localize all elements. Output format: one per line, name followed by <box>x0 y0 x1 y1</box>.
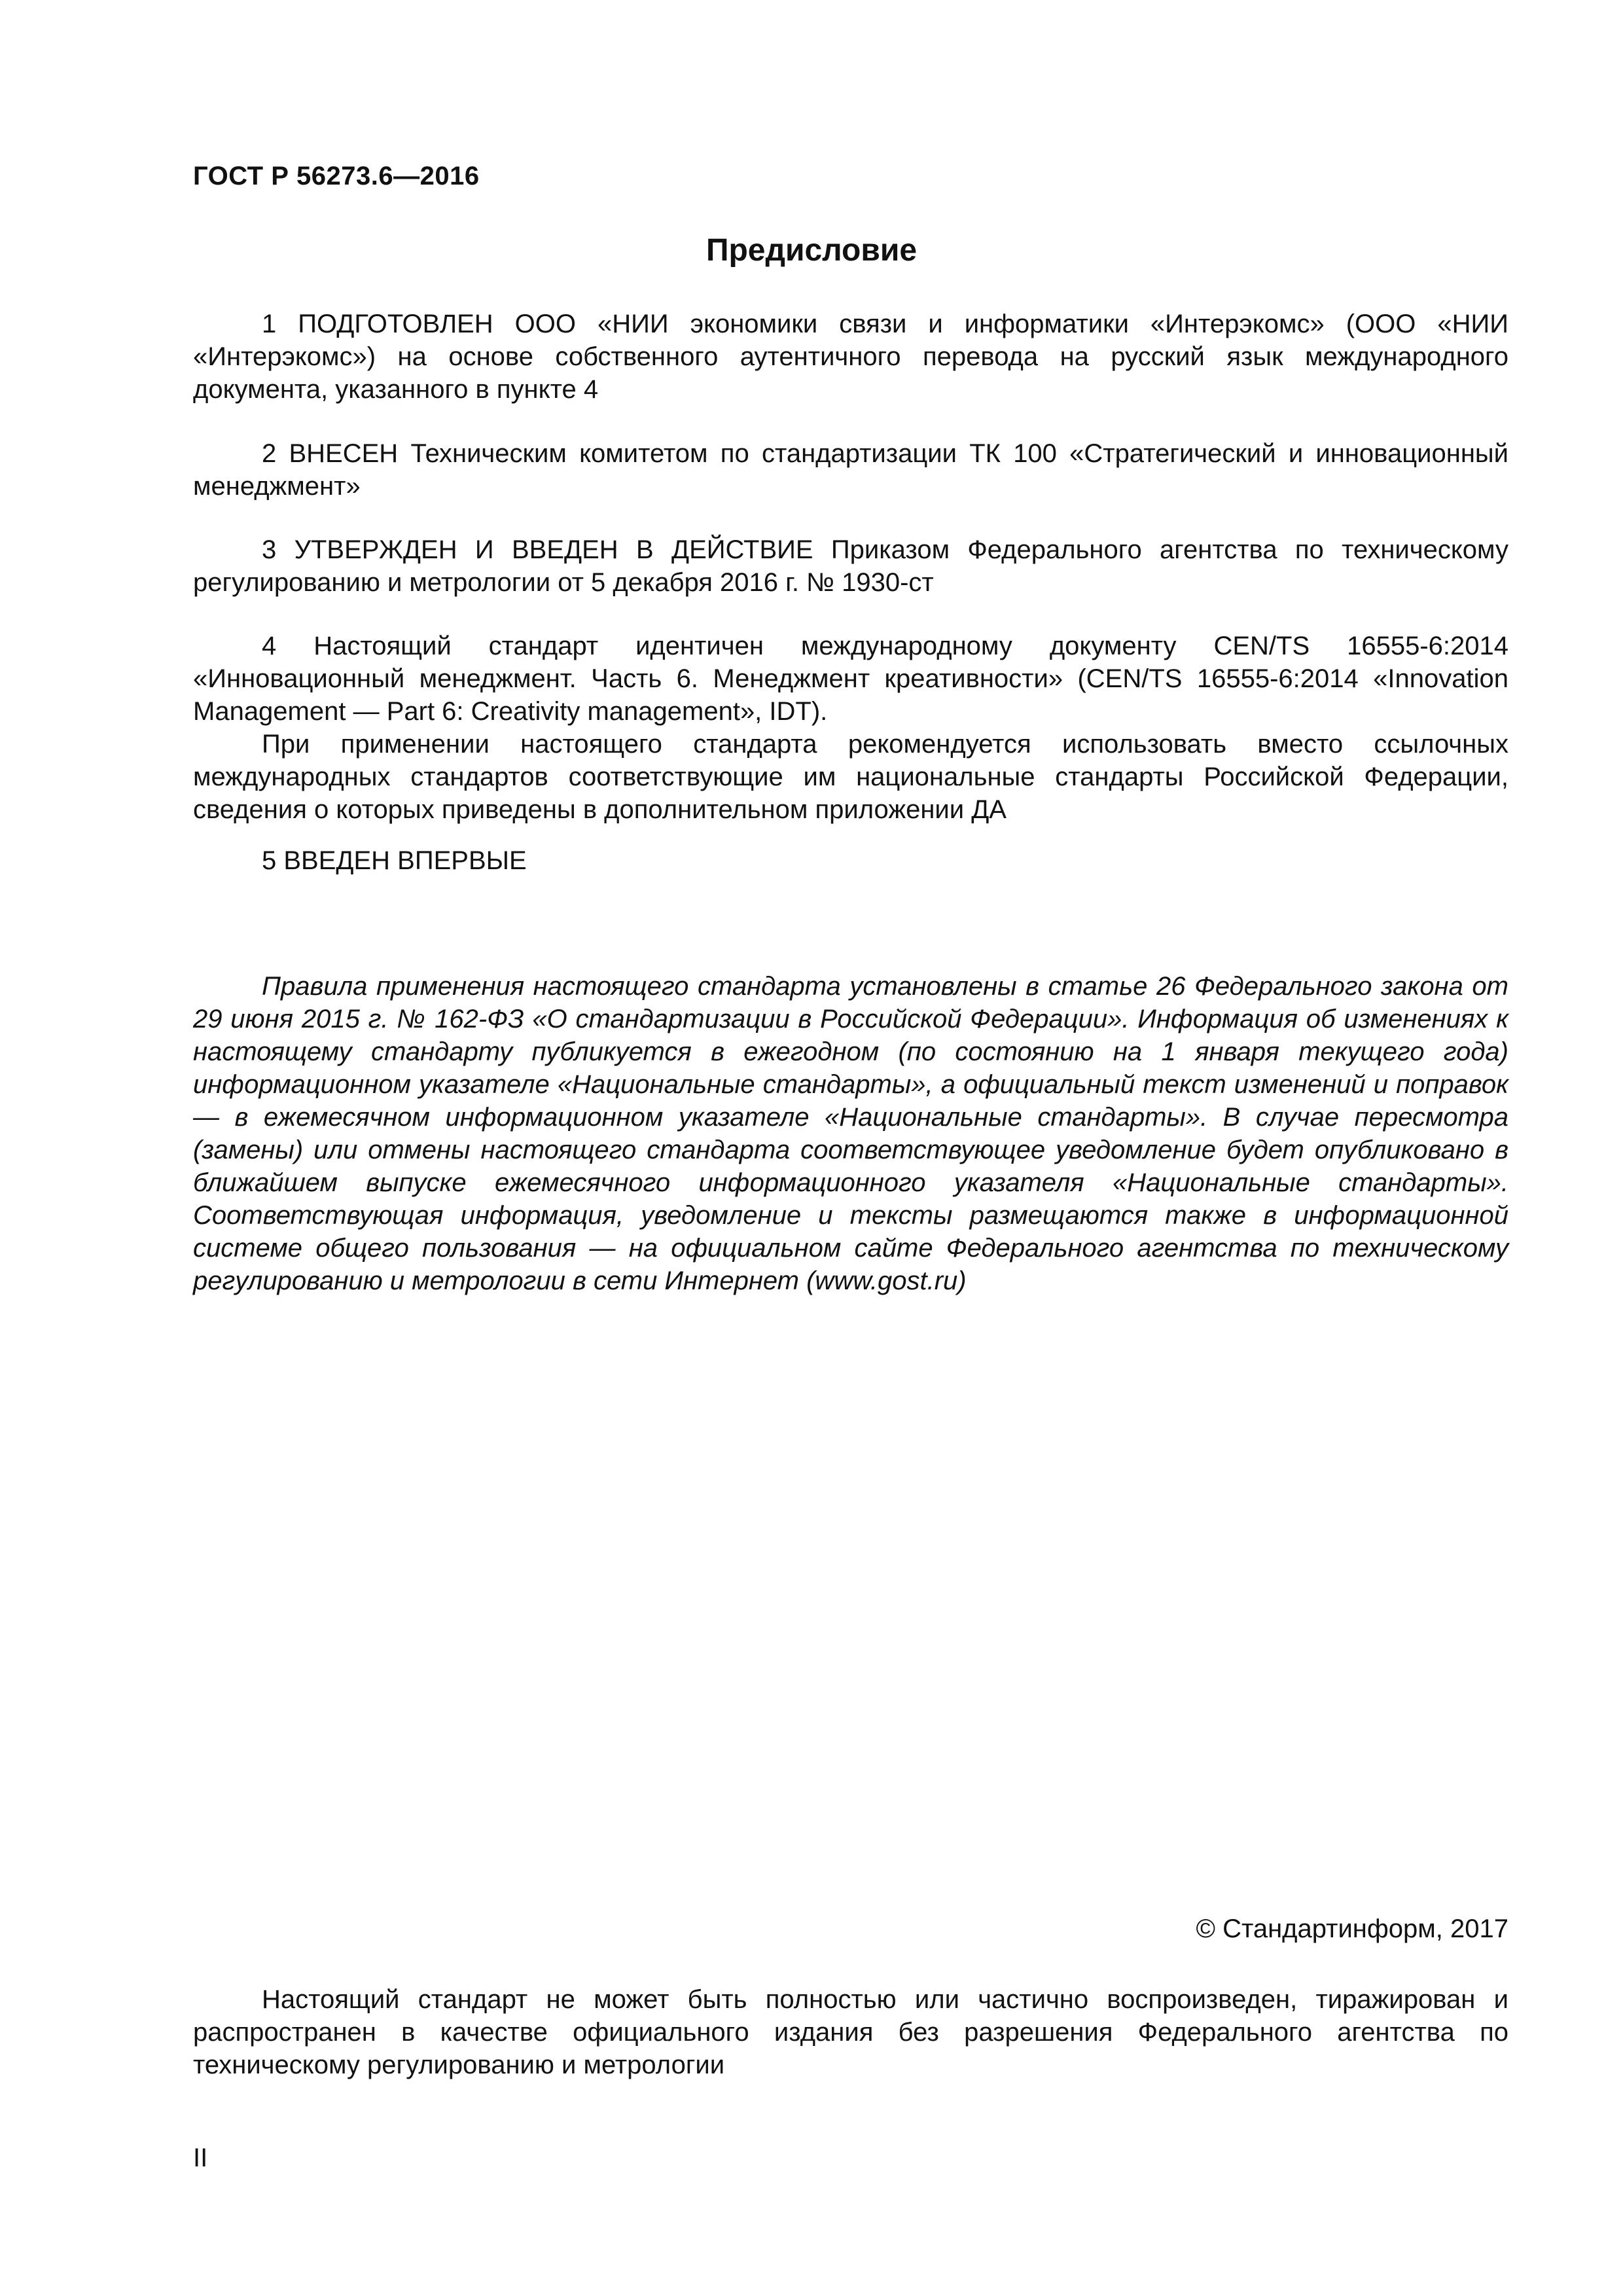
foreword-item-5-text: 5 ВВЕДЕН ВПЕРВЫЕ <box>262 846 527 875</box>
reproduction-text: Настоящий стандарт не может быть полностью или частично воспроизведен, тиражирован и распространен в качестве официального издания без разрешения Федерального агентства по техническому регулированию и метрологии <box>193 1985 1508 2079</box>
page-title: Предисловие <box>705 233 918 268</box>
document-code: ГОСТ Р 56273.6—2016 <box>193 162 480 190</box>
foreword-item-2-text: 2 ВНЕСЕН Техническим комитетом по стандартизации ТК 100 «Стратегический и инновационный менеджмент» <box>193 439 1508 501</box>
foreword-item-2 <box>193 437 1508 503</box>
application-rules-text: Правила применения настоящего стандарта установлены в статье 26 Федерального закона от 29 июня 2015 г. № 162-ФЗ «О стандартизации в Российской Федерации». Информация об изменениях к настоящему стандарту публикуется в ежегодном (по состоянию на 1 января текущего года) информационном указателе «Национальные стандарты», а официальный текст изменений и поправок — в ежемесячном информационном указателе «Национальные стандарты». В случае пересмотра (замены) или отмены настоящего стандарта соответствующее уведомление будет опубликовано в ближайшем выпуске ежемесячного информационного указателя «Национальные стандарты». Соответствующая информация, уведомление и тексты размещаются также в информационной системе общего пользования — на официальном сайте Федерального агентства по техническому регулированию и метрологии в сети Интернет (www.gost.ru) <box>193 972 1508 1295</box>
foreword-item-5 <box>193 844 1508 877</box>
foreword-item-4-text: 4 Настоящий стандарт идентичен международному документу CEN/TS 16555-6:2014 «Инновационный менеджмент. Часть 6. Менеджмент креативности» (CEN/TS 16555-6:2014 «Innovation Management — Part 6: Creativity management», IDT). <box>193 632 1508 726</box>
foreword-item-3-text: 3 УТВЕРЖДЕН И ВВЕДЕН В ДЕЙСТВИЕ Приказом Федерального агентства по техническому регулированию и метрологии от 5 декабря 2016 г. № 1930-ст <box>193 535 1508 597</box>
page-number: II <box>193 2144 208 2172</box>
copyright-notice: © Стандартинформ, 2017 <box>1196 1914 1508 1943</box>
foreword-item-4-note: При применении настоящего стандарта рекомендуется использовать вместо ссылочных международных стандартов соответствующие им национальные стандарты Российской Федерации, сведения о которых приведены в дополнительном приложении ДА <box>193 730 1508 824</box>
foreword-item-1-text: 1 ПОДГОТОВЛЕН ООО «НИИ экономики связи и информатики «Интерэкомс» (ООО «НИИ «Интерэкомс») на основе собственного аутентичного перевода на русский язык международного документа, указанного в пункте 4 <box>193 310 1508 404</box>
foreword-item-4 <box>193 630 1508 826</box>
foreword-item-1 <box>193 308 1508 406</box>
application-rules-notice <box>193 970 1508 1297</box>
reproduction-notice <box>193 1983 1508 2081</box>
foreword-item-3 <box>193 533 1508 599</box>
